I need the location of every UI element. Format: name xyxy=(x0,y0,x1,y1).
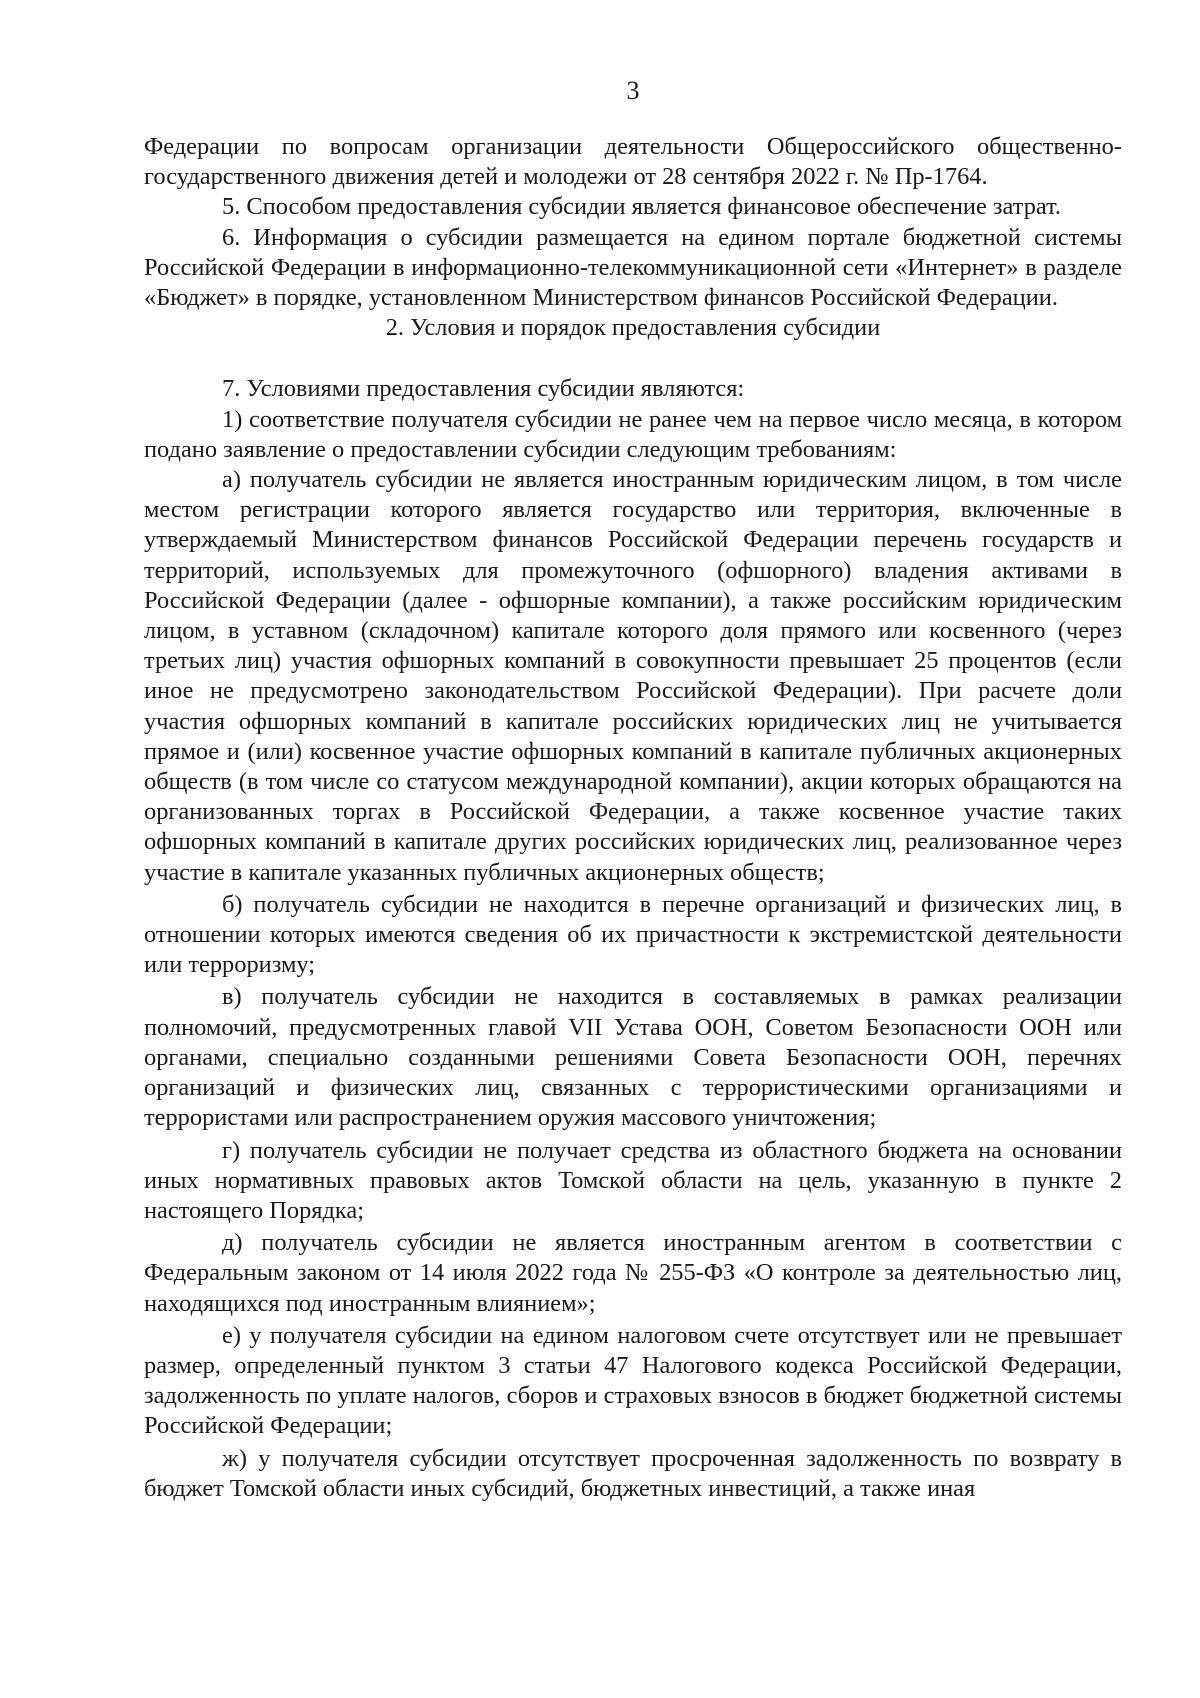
paragraph-subitem-g: г) получатель субсидии не получает средства из областного бюджета на основании иных нормативных правовых актов Томской области на цель, указанную в пункте 2 настоящего Порядка; xyxy=(144,1136,1122,1224)
paragraph-subitem-e: е) у получателя субсидии на едином налоговом счете отсутствует или не превышает размер, определенный пунктом 3 статьи 47 Налогового кодекса Российской Федерации, задолженность по уплате налогов, сборов и страховых взносов в бюджет бюджетной системы Российской Федерации; xyxy=(144,1321,1122,1440)
paragraph-item-5: 5. Способом предоставления субсидии является финансовое обеспечение затрат. xyxy=(222,193,1062,221)
paragraph-subitem-1: 1) соответствие получателя субсидии не ранее чем на первое число месяца, в котором подано заявление о предоставлении субсидии следующим требованиям: xyxy=(144,405,1122,463)
paragraph-subitem-v: в) получатель субсидии не находится в составляемых в рамках реализации полномочий, предусмотренных главой VII Устава ООН, Советом Безопасности ООН или органами, специально созданными решениями Совета Безопасности ООН, перечнях организаций и физических лиц, связанных с террористическими организациями и террористами или распространением оружия массового уничтожения; xyxy=(144,983,1122,1132)
paragraph-subitem-a: а) получатель субсидии не является иностранным юридическим лицом, в том числе местом регистрации которого является государство или территория, включенные в утверждаемый Министерством финансов Российской Федерации перечень государств и территорий, используемых для промежуточного (офшорного) владения активами в Российской Федерации (далее - офшорные компании), а также российским юридическим лицом, в уставном (складочном) капитале которого доля прямого или косвенного (через третьих лиц) участия офшорных компаний в совокупности превышает 25 процентов (если иное не предусмотрено законодательством Российской Федерации). При расчете доли участия офшорных компаний в капитале российских юридических лиц не учитывается прямое и (или) косвенное участие офшорных компаний в капитале публичных акционерных обществ (в том числе со статусом международной компании), акции которых обращаются на организованных торгах в Российской Федерации, а также косвенное участие таких офшорных компаний в капитале других российских юридических лиц, реализованное через участие в капитале указанных публичных акционерных обществ; xyxy=(144,466,1122,886)
paragraph-item-7: 7. Условиями предоставления субсидии являются: xyxy=(222,375,745,403)
paragraph-subitem-b: б) получатель субсидии не находится в перечне организаций и физических лиц, в отношении которых имеются сведения об их причастности к экстремистской деятельности или терроризму; xyxy=(144,890,1122,979)
document-body xyxy=(144,132,1122,1504)
paragraph-continuation: Федерации по вопросам организации деятельности Общероссийского общественно-государственного движения детей и молодежи от 28 сентября 2022 г. № Пр-1764. xyxy=(144,133,1122,191)
page-number: 3 xyxy=(626,76,640,105)
paragraph-subitem-d: д) получатель субсидии не является иностранным агентом в соответствии с Федеральным законом от 14 июля 2022 года № 255-ФЗ «О контроле за деятельностью лиц, находящихся под иностранным влиянием»; xyxy=(144,1229,1122,1317)
paragraph-item-6: 6. Информация о субсидии размещается на едином портале бюджетной системы Российской Федерации в информационно-телекоммуникационной сети «Интернет» в разделе «Бюджет» в порядке, установленном Министерством финансов Российской Федерации. xyxy=(144,223,1122,312)
paragraph-subitem-zh: ж) у получателя субсидии отсутствует просроченная задолженность по возврату в бюджет Томской области иных субсидий, бюджетных инвестиций, а также иная xyxy=(144,1444,1122,1502)
section-heading: 2. Условия и порядок предоставления субсидии xyxy=(385,314,881,342)
